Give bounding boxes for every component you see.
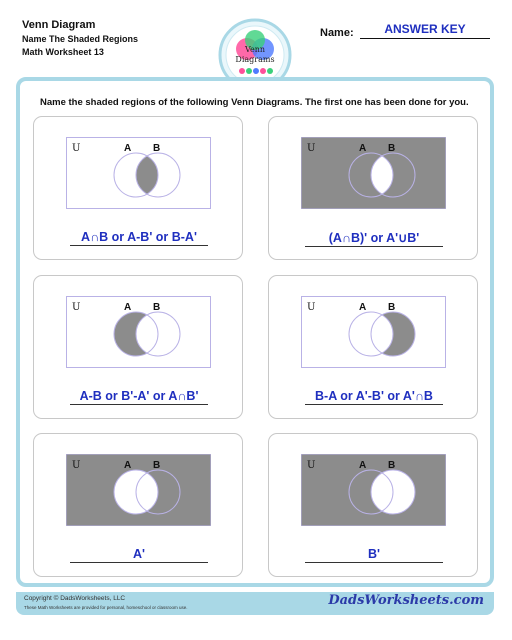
- answer-text: A': [70, 547, 208, 563]
- answer-text: B-A or A'-B' or A'∩B: [305, 389, 443, 405]
- set-a-label: A: [124, 143, 132, 154]
- footer: [16, 592, 494, 615]
- brand-logo[interactable]: DadsWorksheets.com: [328, 593, 484, 608]
- universe-label: U: [72, 460, 81, 471]
- universe-label: U: [307, 460, 316, 471]
- universe-label: U: [307, 143, 316, 154]
- set-a-label: A: [359, 143, 367, 154]
- set-a-label: A: [359, 460, 367, 471]
- usage-note: These Math Worksheets are provided for personal, homeschool or classroom use.: [24, 605, 188, 610]
- universe-label: U: [307, 302, 316, 313]
- set-b-label: B: [153, 143, 161, 154]
- shaded-region: [302, 455, 446, 526]
- logo-text-diagrams: Diagrams: [235, 55, 275, 64]
- set-a-label: A: [124, 460, 132, 471]
- logo-text-venn: Venn: [244, 45, 266, 54]
- worksheet-subtitle: Name The Shaded Regions: [22, 34, 139, 44]
- shaded-region: [67, 455, 211, 526]
- venn-diagram: [301, 454, 446, 526]
- set-a-label: A: [359, 302, 367, 313]
- problem-card: [268, 275, 478, 419]
- problem-card: [33, 116, 243, 260]
- shaded-region: [302, 138, 446, 209]
- answer-text: A-B or B'-A' or A∩B': [70, 389, 208, 405]
- set-b-label: B: [388, 143, 396, 154]
- venn-diagram: [66, 137, 211, 209]
- universe-label: U: [72, 302, 81, 313]
- set-b-label: B: [153, 302, 161, 313]
- universe-label: U: [72, 143, 81, 154]
- problem-card: [268, 116, 478, 260]
- venn-diagram: [66, 454, 211, 526]
- venn-diagram: [301, 137, 446, 209]
- set-a-label: A: [124, 302, 132, 313]
- answer-text: A∩B or A-B' or B-A': [70, 230, 208, 246]
- set-b-label: B: [388, 302, 396, 313]
- instructions: Name the shaded regions of the following Venn Diagrams. The first one has been done for you.: [40, 97, 469, 108]
- venn-diagram: [66, 296, 211, 368]
- problem-card: [268, 433, 478, 577]
- worksheet-number: Math Worksheet 13: [22, 47, 104, 57]
- name-field[interactable]: ANSWER KEY: [360, 22, 490, 39]
- problem-card: [33, 275, 243, 419]
- answer-text: (A∩B)' or A'∪B': [305, 230, 443, 247]
- set-b-label: B: [153, 460, 161, 471]
- set-b-label: B: [388, 460, 396, 471]
- name-label: Name:: [320, 27, 354, 39]
- venn-diagram: [301, 296, 446, 368]
- worksheet-title: Venn Diagram: [22, 19, 96, 31]
- copyright: Copyright © DadsWorksheets, LLC: [24, 595, 126, 602]
- answer-text: B': [305, 547, 443, 563]
- problem-card: [33, 433, 243, 577]
